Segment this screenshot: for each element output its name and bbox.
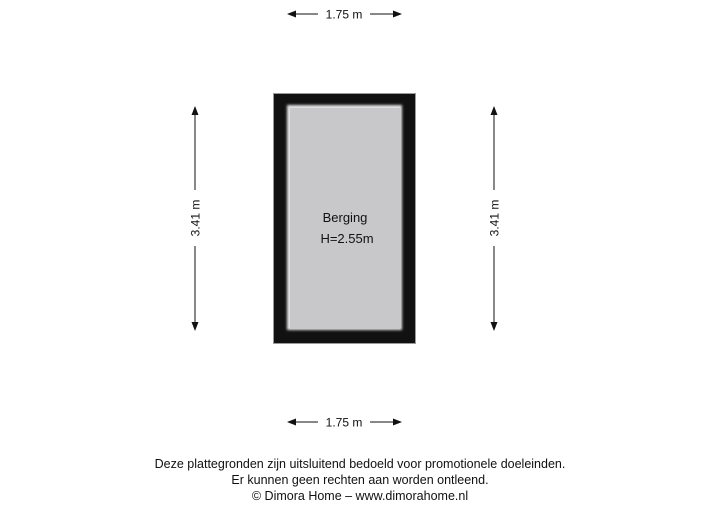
room-berging xyxy=(273,93,416,344)
dimension-bottom xyxy=(287,416,402,430)
dimension-top xyxy=(287,8,402,22)
room-name: Berging xyxy=(322,210,368,225)
arrow-down-icon xyxy=(491,322,498,331)
arrow-right-icon xyxy=(393,11,402,18)
arrow-left-icon xyxy=(287,419,296,426)
dimension-right-label: 3.41 m xyxy=(487,199,502,237)
room-height: H=2.55m xyxy=(320,231,374,246)
dimension-bottom-label: 1.75 m xyxy=(325,415,363,430)
disclaimer-line-1: Deze plattegronden zijn uitsluitend bedoeld voor promotionele doeleinden. xyxy=(154,457,566,471)
arrow-left-icon xyxy=(287,11,296,18)
arrow-right-icon xyxy=(393,419,402,426)
dimension-right xyxy=(488,106,502,331)
dimension-left xyxy=(189,106,203,331)
copyright-line: © Dimora Home – www.dimorahome.nl xyxy=(251,489,469,503)
arrow-up-icon xyxy=(192,106,199,115)
arrow-down-icon xyxy=(192,322,199,331)
arrow-up-icon xyxy=(491,106,498,115)
disclaimer-footer xyxy=(0,456,720,504)
dimension-left-label: 3.41 m xyxy=(188,199,203,237)
dimension-top-label: 1.75 m xyxy=(325,7,363,22)
disclaimer-line-2: Er kunnen geen rechten aan worden ontleend. xyxy=(231,473,489,487)
